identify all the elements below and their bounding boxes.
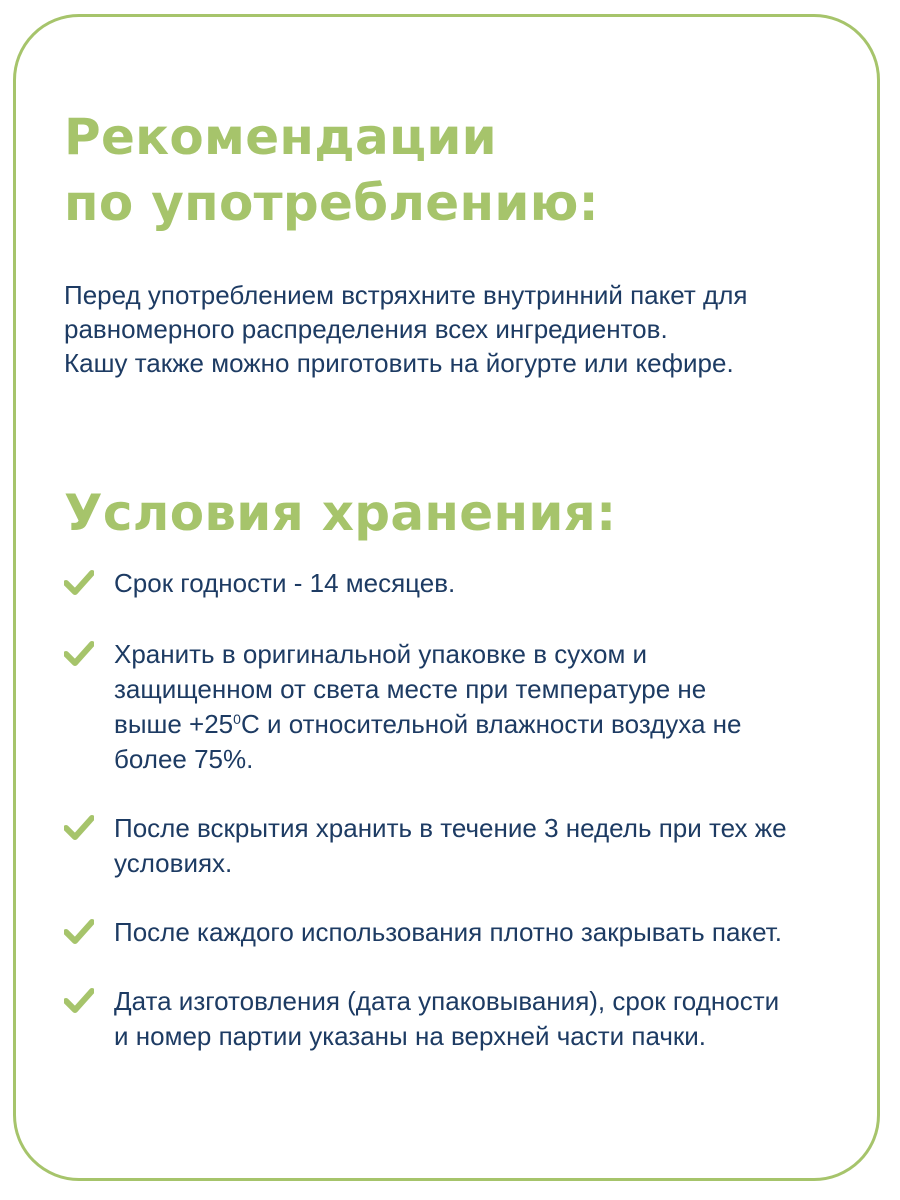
storage-item-line: Дата изготовления (дата упаковывания), срок годности — [114, 986, 780, 1016]
usage-title-line-2: по употреблению: — [64, 174, 599, 232]
storage-item-line: защищенном от света месте при температуре не — [114, 674, 707, 704]
storage-item-line: условиях. — [114, 848, 233, 878]
storage-item-text — [114, 637, 854, 777]
usage-title-line-1: Рекомендации — [64, 108, 498, 166]
storage-title: Условия хранения: — [64, 484, 617, 542]
checkmark-icon — [64, 570, 94, 596]
degree-superscript: 0 — [233, 711, 241, 727]
checkmark-icon — [64, 988, 94, 1014]
storage-item-line: более 75%. — [114, 744, 254, 774]
storage-item-text — [114, 811, 854, 881]
temperature-suffix: С и относительной влажности воздуха не — [240, 709, 742, 739]
storage-item-text — [114, 915, 854, 950]
checkmark-icon — [64, 641, 94, 667]
checkmark-icon — [64, 919, 94, 945]
usage-text-line-3: Кашу также можно приготовить на йогурте или кефире. — [64, 348, 734, 378]
usage-text — [64, 278, 854, 380]
storage-item-line: После вскрытия хранить в течение 3 недель при тех же — [114, 813, 787, 843]
storage-item-line-temperature — [114, 707, 854, 742]
usage-title — [64, 104, 599, 236]
temperature-prefix: выше +25 — [114, 709, 234, 739]
storage-item-line: Хранить в оригинальной упаковке в сухом и — [114, 639, 648, 669]
usage-text-line-1: Перед употреблением встряхните внутринний пакет для — [64, 280, 748, 310]
storage-item-text — [114, 566, 854, 601]
storage-item-line: После каждого использования плотно закрывать пакет. — [114, 917, 782, 947]
storage-item-text — [114, 984, 854, 1054]
storage-item-line: и номер партии указаны на верхней части пачки. — [114, 1021, 707, 1051]
usage-text-line-2: равномерного распределения всех ингредиентов. — [64, 314, 668, 344]
checkmark-icon — [64, 815, 94, 841]
storage-item-line: Срок годности - 14 месяцев. — [114, 568, 456, 598]
